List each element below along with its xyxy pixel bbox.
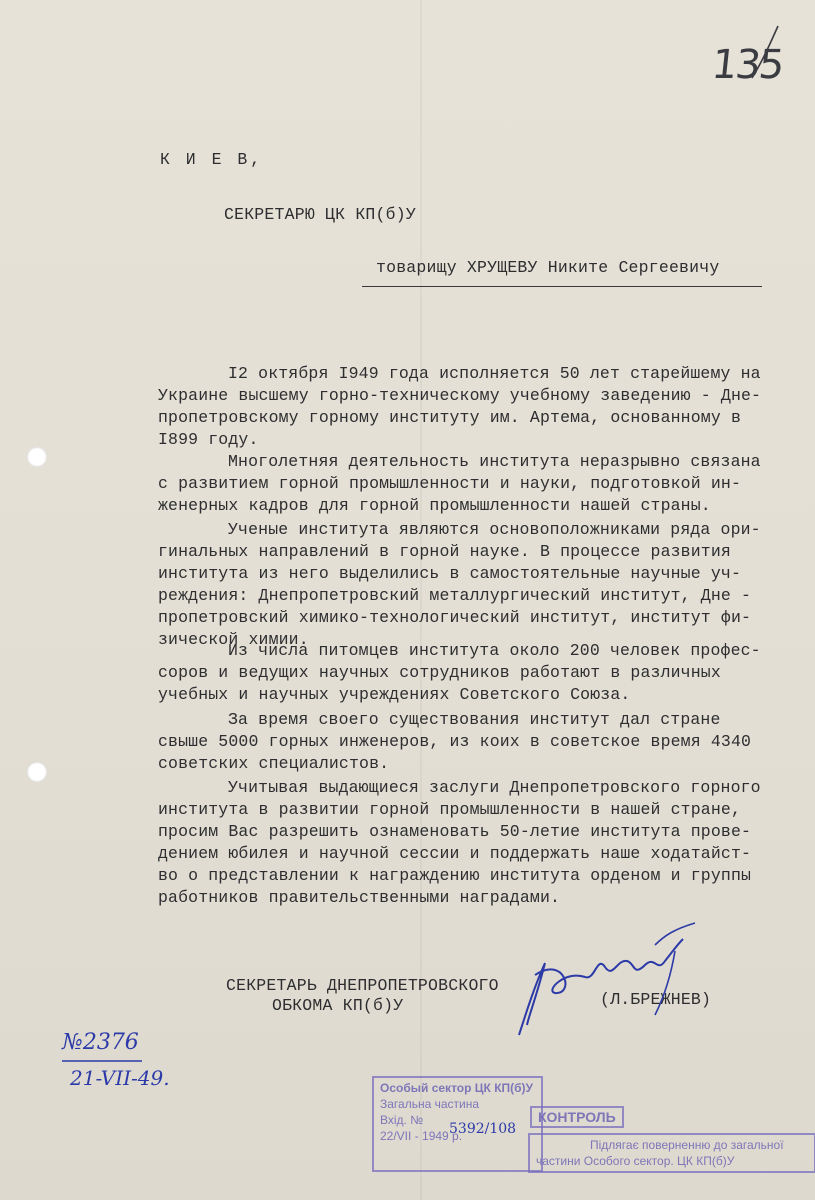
text-line: института в развитии горной промышленности в нашей стране, xyxy=(158,800,741,819)
text-line: гинальных направлений в горной науке. В процессе развития xyxy=(158,542,731,561)
city-heading: К И Е В, xyxy=(160,150,264,169)
stamp-text: 22/VII - 1949 р. xyxy=(380,1129,463,1143)
text-line: зической химии. xyxy=(158,630,309,649)
registration-number: №2376 xyxy=(62,1030,139,1055)
incoming-number: 5392/108 xyxy=(449,1121,517,1137)
signer-title-line1: СЕКРЕТАРЬ ДНЕПРОПЕТРОВСКОГО xyxy=(226,976,499,995)
text-line: пропетровскому горному институту им. Артема, основанному в xyxy=(158,408,741,427)
recipient-underline xyxy=(362,286,762,287)
archive-number-stroke xyxy=(748,22,782,82)
paragraph-6 xyxy=(158,777,768,909)
recipient-name: товарищу ХРУЩЕВУ Никите Сергеевичу xyxy=(376,258,720,277)
text-line: Учитывая выдающиеся заслуги Днепропетровского горного xyxy=(228,778,761,797)
text-line: с развитием горной промышленности и науки, подготовкой ин- xyxy=(158,474,741,493)
text-line: Ученые института являются основоположниками ряда ори- xyxy=(228,520,761,539)
paragraph-4 xyxy=(158,640,768,706)
registration-date: 21-VII-49. xyxy=(70,1066,170,1090)
paragraph-3 xyxy=(158,519,768,651)
stamp-text: Підлягає поверненню до загальної xyxy=(590,1138,784,1152)
text-line: I2 октября I949 года исполняется 50 лет старейшему на xyxy=(228,364,761,383)
text-line: соров и ведущих научных сотрудников работают в различных xyxy=(158,663,721,682)
text-line: просим Вас разрешить ознаменовать 50-летие института прове- xyxy=(158,822,752,841)
paragraph-2 xyxy=(158,451,768,517)
text-line: работников правительственными наградами. xyxy=(158,888,561,907)
text-line: института из него выделились в самостоятельные научные уч- xyxy=(158,564,741,583)
stamp-text: Особый сектор ЦК КП(б)У xyxy=(380,1081,534,1095)
text-line: дением юбилея и научной сессии и поддержать наше ходатайст- xyxy=(158,844,752,863)
return-stamp xyxy=(528,1133,815,1173)
text-line: реждения: Днепропетровский металлургический институт, Дне - xyxy=(158,586,752,605)
text-line: Многолетняя деятельность института неразрывно связана xyxy=(228,452,761,471)
text-line: женерных кадров для горной промышленности нашей страны. xyxy=(158,496,711,515)
punch-hole xyxy=(27,762,47,782)
signer-name: (Л.БРЕЖНЕВ) xyxy=(600,990,712,1009)
stamp-text: частини Особого сектор. ЦК КП(б)У xyxy=(536,1154,735,1168)
text-line: свыше 5000 горных инженеров, из коих в советское время 4340 xyxy=(158,732,752,751)
punch-hole xyxy=(27,447,47,467)
text-line: учебных и научных учреждениях Советского Союза. xyxy=(158,685,631,704)
text-line: Из числа питомцев института около 200 человек профес- xyxy=(228,641,761,660)
signature-scribble xyxy=(505,915,705,1045)
signer-title-line2: ОБКОМА КП(б)У xyxy=(272,996,404,1015)
paragraph-1 xyxy=(158,363,768,451)
recipient-title: СЕКРЕТАРЮ ЦК КП(б)У xyxy=(224,205,416,224)
text-line: советских специалистов. xyxy=(158,754,390,773)
paragraph-5 xyxy=(158,709,768,775)
control-stamp: КОНТРОЛЬ xyxy=(530,1106,624,1128)
text-line: Украине высшему горно-техническому учебному заведению - Дне- xyxy=(158,386,762,405)
stamp-text: Вхід. № xyxy=(380,1113,424,1127)
text-line: пропетровский химико-технологический институт, институт фи- xyxy=(158,608,752,627)
archive-page-number: 135 xyxy=(709,42,785,88)
registration-underline xyxy=(60,1058,144,1064)
text-line: I899 году. xyxy=(158,430,259,449)
text-line: За время своего существования институт дал стране xyxy=(228,710,721,729)
text-line: во о представлении к награждению института орденом и группы xyxy=(158,866,752,885)
stamp-text: Загальна частина xyxy=(380,1097,480,1111)
